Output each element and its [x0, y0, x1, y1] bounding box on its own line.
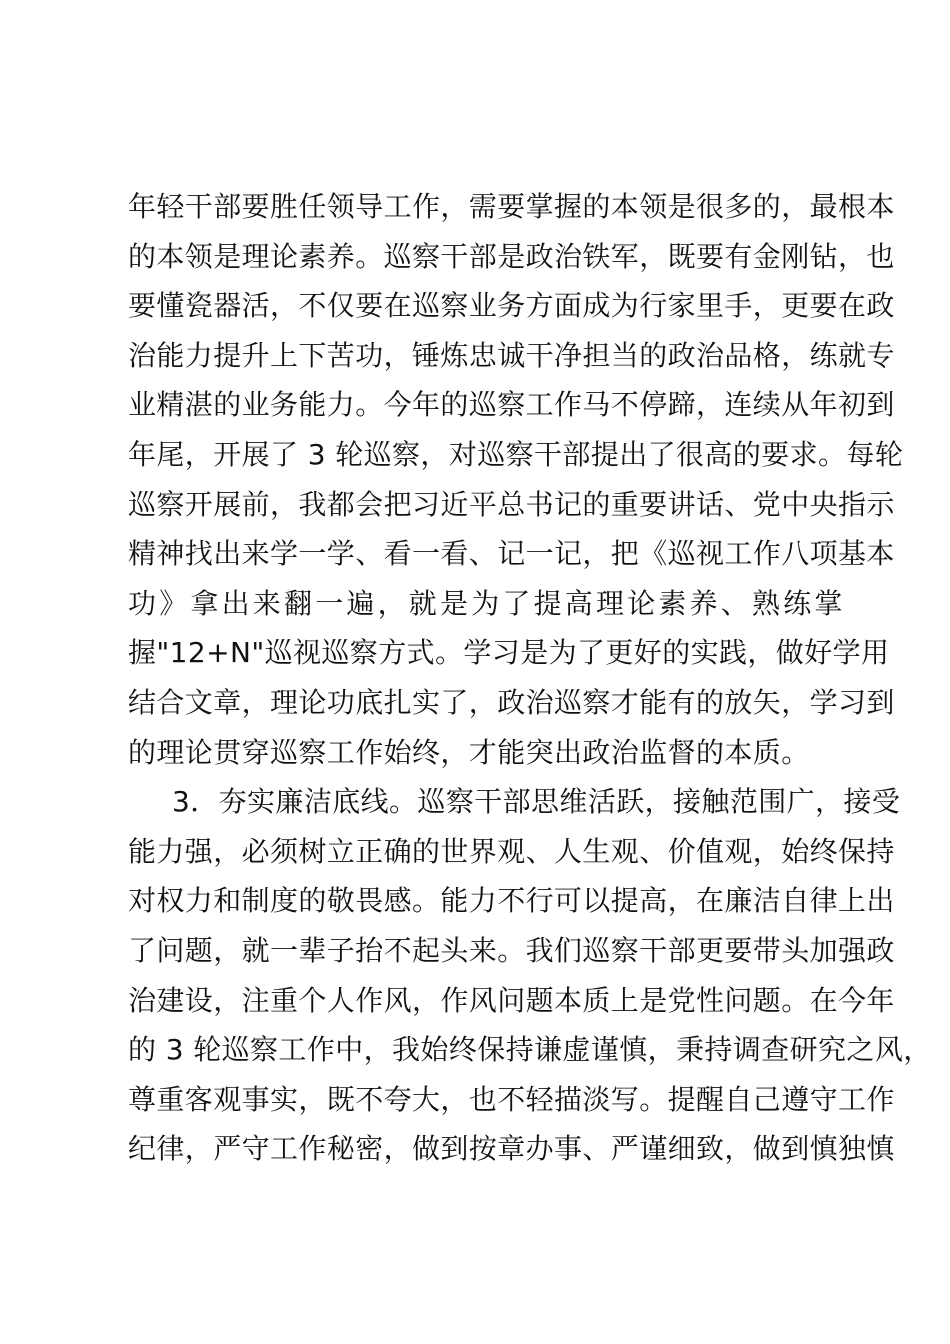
text-line: 精神找出来学一学、看一看、记一记，把《巡视工作八项基本: [128, 537, 895, 571]
text-line: 的理论贯穿巡察工作始终，才能突出政治监督的本质。: [128, 735, 810, 769]
body-text: [128, 182, 932, 1174]
paragraph-heading-line: 3．夯实廉洁底线。巡察干部思维活跃，接触范围广，接受: [172, 785, 901, 819]
text-line: 对权力和制度的敬畏感。能力不行可以提高，在廉洁自律上出: [128, 884, 895, 918]
text-line: 的本领是理论素养。巡察干部是政治铁军，既要有金刚钻，也: [128, 239, 895, 273]
text-line: 纪律，严守工作秘密，做到按章办事、严谨细致，做到慎独慎: [128, 1132, 895, 1166]
text-line: 年尾，开展了 3 轮巡察，对巡察干部提出了很高的要求。每轮: [128, 437, 904, 471]
text-line: 能力强，必须树立正确的世界观、人生观、价值观，始终保持: [128, 834, 895, 868]
text-line: 功》拿出来翻一遍，就是为了提高理论素养、熟练掌: [128, 586, 846, 620]
text-line: 业精湛的业务能力。今年的巡察工作马不停蹄，连续从年初到: [128, 388, 895, 422]
text-line: 治建设，注重个人作风，作风问题本质上是党性问题。在今年: [128, 983, 895, 1017]
text-line: 年轻干部要胜任领导工作，需要掌握的本领是很多的，最根本: [128, 190, 895, 223]
text-line: 尊重客观事实，既不夸大，也不轻描淡写。提醒自己遵守工作: [128, 1082, 895, 1116]
text-line: 巡察开展前，我都会把习近平总书记的重要讲话、党中央指示: [128, 487, 895, 521]
text-line: 结合文章，理论功底扎实了，政治巡察才能有的放矢，学习到: [128, 685, 895, 719]
text-line: 治能力提升上下苦功，锤炼忠诚干净担当的政治品格，练就专: [128, 338, 895, 372]
text-line: 要懂瓷器活，不仅要在巡察业务方面成为行家里手，更要在政: [128, 289, 895, 323]
text-line: 握"12+N"巡视巡察方式。学习是为了更好的实践，做好学用: [128, 636, 890, 670]
text-line: 了问题，就一辈子抬不起头来。我们巡察干部更要带头加强政: [128, 933, 895, 967]
text-line: 的 3 轮巡察工作中，我始终保持谦虚谨慎，秉持调查研究之风，: [128, 1033, 932, 1067]
